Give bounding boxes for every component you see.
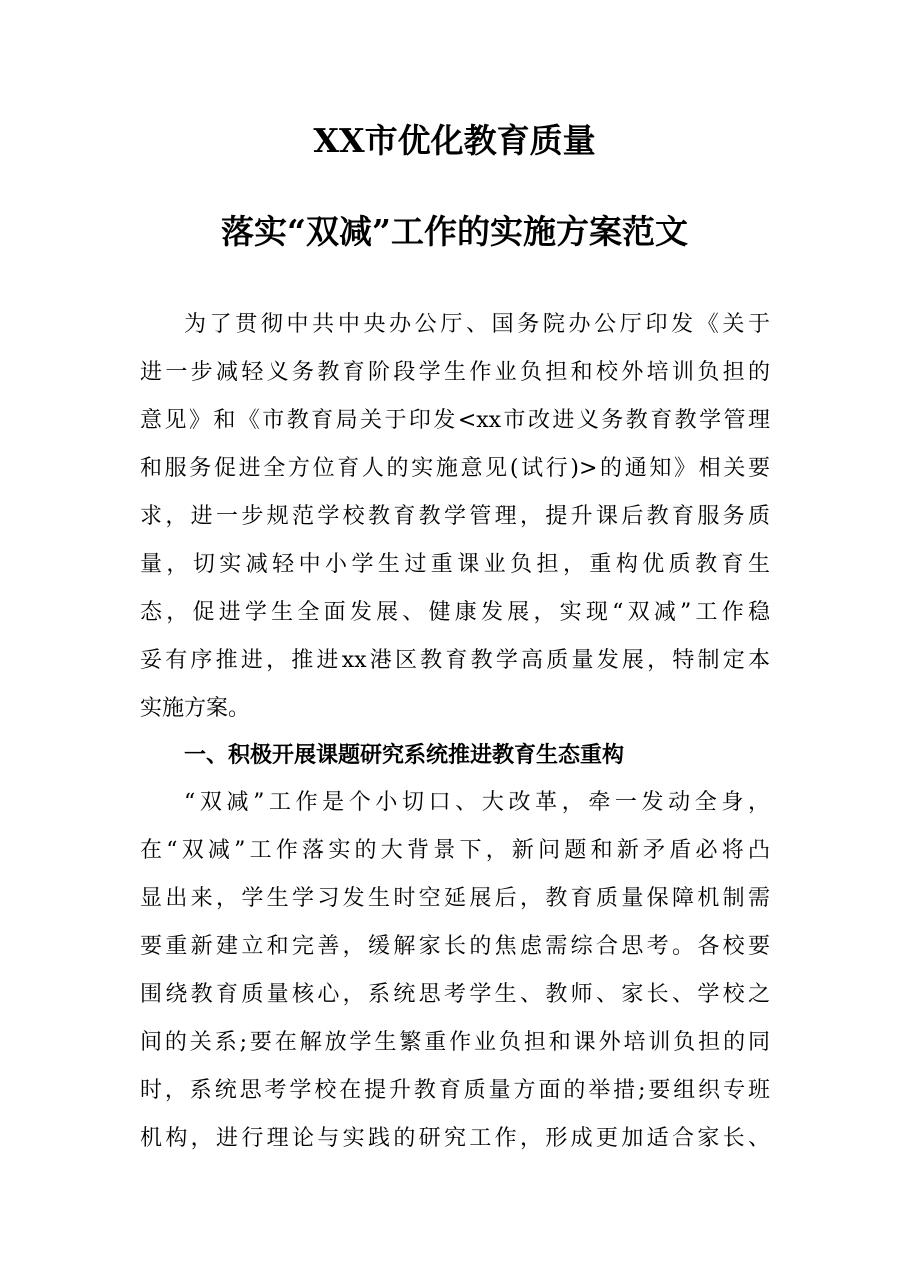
paragraph-1-line: 进一步减轻义务教育阶段学生作业负担和校外培训负担的 — [140, 360, 770, 385]
paragraph-1-line: 实施方案。 — [140, 696, 251, 721]
paragraph-2-line: 在“双减”工作落实的大背景下，新问题和新矛盾必将凸 — [140, 838, 770, 863]
paragraph-1-line: 量，切实减轻中小学生过重课业负担，重构优质教育生 — [140, 552, 770, 577]
paragraph-1-line: 为了贯彻中共中央办公厅、国务院办公厅印发《关于 — [184, 312, 770, 337]
paragraph-2-line: 机构，进行理论与实践的研究工作，形成更加适合家长、 — [140, 1126, 770, 1151]
paragraph-1-line: 求，进一步规范学校教育教学管理，提升课后教育服务质 — [140, 504, 770, 529]
document-title-line-1: XX市优化教育质量 — [313, 121, 596, 160]
paragraph-2-line: 间的关系;要在解放学生繁重作业负担和课外培训负担的同 — [140, 1030, 770, 1055]
paragraph-2-line: “双减”工作是个小切口、大改革，牵一发动全身， — [184, 790, 770, 815]
paragraph-2-line: 围绕教育质量核心，系统思考学生、教师、家长、学校之 — [140, 982, 770, 1007]
paragraph-1-line: 意见》和《市教育局关于印发<xx市改进义务教育教学管理 — [140, 408, 770, 433]
paragraph-1-line: 态，促进学生全面发展、健康发展，实现“双减”工作稳 — [140, 600, 770, 625]
document-title-line-2: 落实“双减”工作的实施方案范文 — [221, 212, 688, 251]
paragraph-1-line: 妥有序推进，推进xx港区教育教学高质量发展，特制定本 — [140, 648, 770, 673]
paragraph-1-line: 和服务促进全方位育人的实施意见(试行)>的通知》相关要 — [140, 456, 770, 481]
paragraph-2-line: 要重新建立和完善，缓解家长的焦虑需综合思考。各校要 — [140, 934, 770, 959]
section-heading-1: 一、积极开展课题研究系统推进教育生态重构 — [184, 742, 625, 768]
paragraph-2-line: 时，系统思考学校在提升教育质量方面的举措;要组织专班 — [140, 1078, 770, 1103]
paragraph-2-line: 显出来，学生学习发生时空延展后，教育质量保障机制需 — [140, 886, 770, 911]
